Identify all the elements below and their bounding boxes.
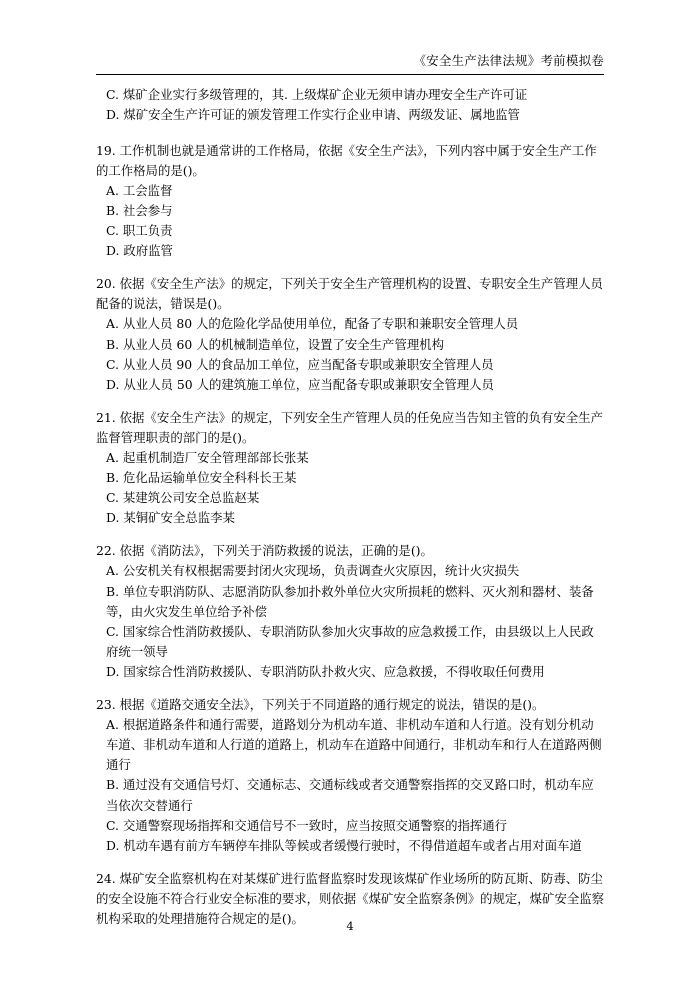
option-d: D. 政府监管 — [106, 243, 173, 259]
option-b: B. 通过没有交通信号灯、交通标志、交通标线或者交通警察指挥的交叉路口时，机动车应当依次交替通行 — [106, 777, 594, 813]
option-d: D. 某铜矿安全总监李某 — [106, 510, 235, 526]
question-20 — [96, 274, 604, 395]
option-d: D. 从业人员 50 人的建筑施工单位，应当配备专职或兼职安全管理人员 — [106, 376, 494, 392]
option-line: C. 煤矿企业实行多级管理的，其. 上级煤矿企业无须申请办理安全生产许可证 — [106, 86, 528, 102]
option-b: B. 社会参与 — [106, 202, 173, 218]
question-stem: 19. 工作机制也就是通常讲的工作格局，依据《安全生产法》，下列内容中属于安全生产工作的工作格局的是()。 — [96, 142, 597, 178]
question-stem: 23. 根据《道路交通安全法》，下列关于不同道路的通行规定的说法，错误的是()。 — [96, 697, 545, 713]
option-c: C. 从业人员 90 人的食品加工单位，应当配备专职或兼职安全管理人员 — [106, 356, 494, 372]
option-a: A. 从业人员 80 人的危险化学品使用单位，配备了专职和兼职安全管理人员 — [106, 316, 519, 332]
header-divider — [96, 74, 604, 75]
option-line: D. 煤矿安全生产许可证的颁发管理工作实行企业申请、两级发证、属地监管 — [106, 106, 520, 122]
header-title: 《安全生产法律法规》考前模拟卷 — [413, 53, 604, 68]
page-header — [96, 52, 604, 74]
question-23 — [96, 695, 604, 856]
option-a: A. 公安机关有权根据需要封闭火灾现场，负责调查火灾原因，统计火灾损失 — [106, 563, 520, 579]
page-number: 4 — [346, 919, 354, 933]
option-c: C. 职工负责 — [106, 223, 173, 239]
question-19 — [96, 141, 604, 262]
continued-options — [96, 85, 604, 125]
page-content — [96, 85, 604, 930]
option-b: B. 单位专职消防队、志愿消防队参加扑救外单位火灾所损耗的燃料、灭火剂和器材、装备等，由火灾发生单位给予补偿 — [106, 583, 594, 619]
option-d: D. 国家综合性消防救援队、专职消防队扑救火灾、应急救援，不得收取任何费用 — [106, 663, 545, 679]
option-c: C. 国家综合性消防救援队、专职消防队参加火灾事故的应急救援工作，由县级以上人民政府统一领导 — [106, 623, 594, 659]
option-d: D. 机动车遇有前方车辆停车排队等候或者缓慢行驶时，不得借道超车或者占用对面车道 — [106, 837, 582, 853]
page-footer — [0, 919, 700, 933]
option-c: C. 某建筑公司安全总监赵某 — [106, 490, 260, 506]
question-21 — [96, 408, 604, 529]
option-b: B. 危化品运输单位安全科科长王某 — [106, 470, 297, 486]
option-a: A. 工会监督 — [106, 182, 173, 198]
option-b: B. 从业人员 60 人的机械制造单位，设置了安全生产管理机构 — [106, 336, 445, 352]
question-stem: 21. 依据《安全生产法》的规定，下列安全生产管理人员的任免应当告知主管的负有安全生产监督管理职责的部门的是()。 — [96, 409, 603, 445]
question-stem: 22. 依据《消防法》，下列关于消防救援的说法，正确的是()。 — [96, 543, 433, 559]
option-a: A. 根据道路条件和通行需要，道路划分为机动车道、非机动车道和人行道。没有划分机动车道、非机动车道和人行道的道路上，机动车在道路中间通行，非机动车和行人在道路两侧通行 — [106, 717, 602, 773]
question-stem: 20. 依据《安全生产法》的规定，下列关于安全生产管理机构的设置、专职安全生产管理人员配备的说法，错误是()。 — [96, 276, 603, 312]
option-a: A. 起重机制造厂安全管理部部长张某 — [106, 450, 309, 465]
question-22 — [96, 541, 604, 682]
option-c: C. 交通警察现场指挥和交通信号不一致时，应当按照交通警察的指挥通行 — [106, 817, 508, 833]
question-stem: 24. 煤矿安全监察机构在对某煤矿进行监督监察时发现该煤矿作业场所的防瓦斯、防毒、防尘的安全设施不符合行业安全标准的要求，则依据《煤矿安全监察条例》的规定，煤矿安全监察机构采取的处理措施符合规定的是()。 — [96, 870, 605, 926]
